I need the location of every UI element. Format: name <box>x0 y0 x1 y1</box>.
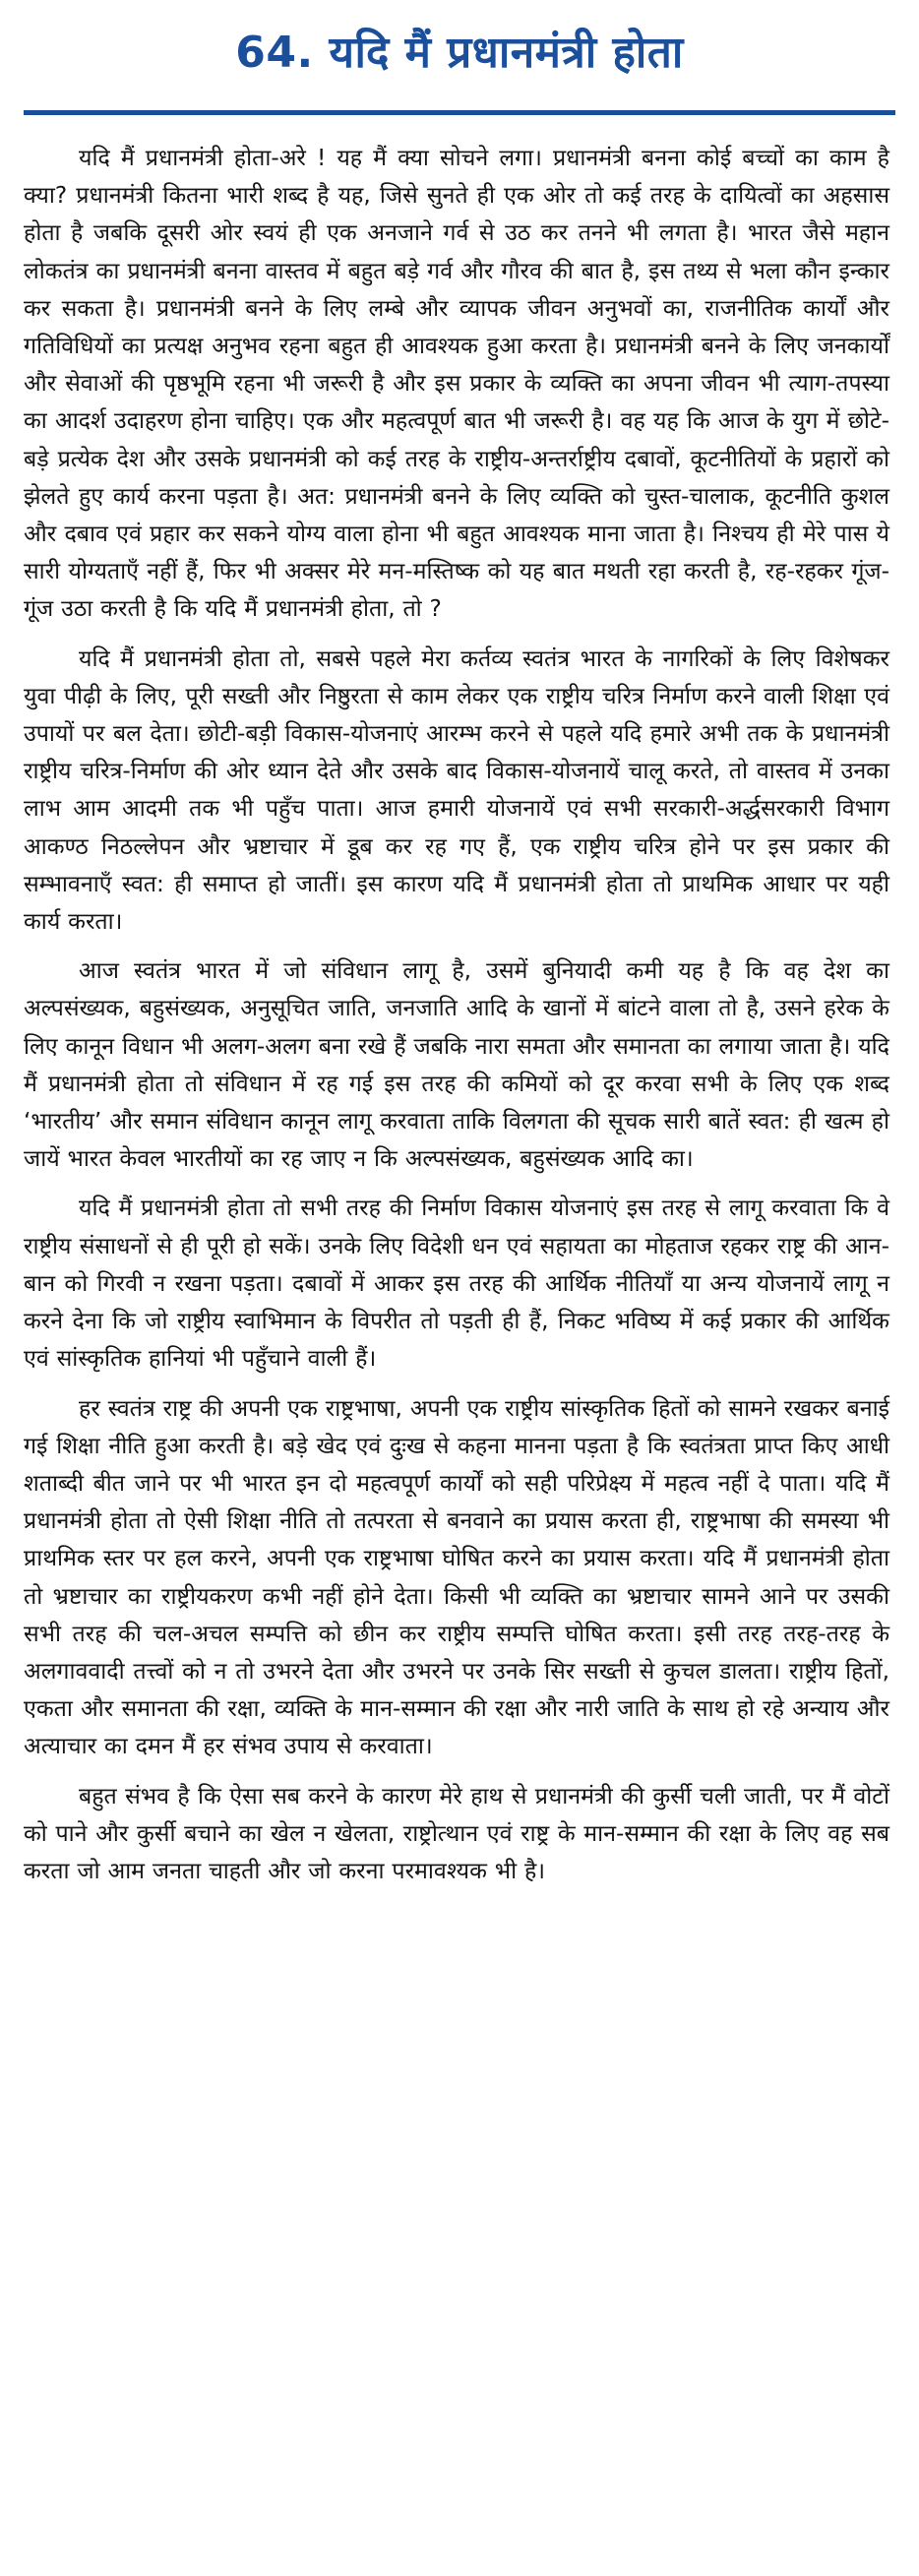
essay-title: 64. यदि मैं प्रधानमंत्री होता <box>235 28 684 78</box>
paragraph-4: यदि मैं प्रधानमंत्री होता तो सभी तरह की निर्माण विकास योजनाएं इस तरह से लागू करवाता कि वे राष्ट्रीय संसाधनों से ही पूरी हो सकें। उनके लिए विदेशी धन एवं सहायता का मोहताज रहकर राष्ट्र की आन-बान को गिरवी न रखना पड़ता। दबावों में आकर इस तरह की आर्थिक नीतियाँ या अन्य योजनायें लागू न करने देना कि जो राष्ट्रीय स्वाभिमान के विपरीत तो पड़ती ही हैं, निकट भविष्य में कई प्रकार की आर्थिक एवं सांस्कृतिक हानियां भी पहुँचाने वाली हैं। <box>24 1195 889 1373</box>
paragraph-1: यदि मैं प्रधानमंत्री होता-अरे ! यह मैं क्या सोचने लगा। प्रधानमंत्री बनना कोई बच्चों का काम है क्या? प्रधानमंत्री कितना भारी शब्द है यह, जिसे सुनते ही एक ओर तो कई तरह के दायित्वों का अहसास होता है जबकि दूसरी ओर स्वयं ही एक अनजाने गर्व से उठ कर तनने भी लगता है। भारत जैसे महान लोकतंत्र का प्रधानमंत्री बनना वास्तव में बहुत बड़े गर्व और गौरव की बात है, इस तथ्य से भला कौन इन्कार कर सकता है। प्रधानमंत्री बनने के लिए लम्बे और व्यापक जीवन अनुभवों का, राजनीतिक कार्यों और गतिविधियों का प्रत्यक्ष अनुभव रहना बहुत ही आवश्यक हुआ करता है। प्रधानमंत्री बनने के लिए जनकार्यों और सेवाओं की पृष्ठभूमि रहना भी जरूरी है और इस प्रकार के व्यक्ति का अपना जीवन भी त्याग-तपस्या का आदर्श उदाहरण होना चाहिए। एक और महत्वपूर्ण बात भी जरूरी है। वह यह कि आज के युग में छोटे-बड़े प्रत्येक देश और उसके प्रधानमंत्री को कई तरह के राष्ट्रीय-अन्तर्राष्ट्रीय दबावों, कूटनीतियों के प्रहारों को झेलते हुए कार्य करना पड़ता है। अत: प्रधानमंत्री बनने के लिए व्यक्ति को चुस्त-चालाक, कूटनीति कुशल और दबाव एवं प्रहार कर सकने योग्य वाला होना भी बहुत आवश्यक माना जाता है। निश्चय ही मेरे पास ये सारी योग्यताएँ नहीं हैं, फिर भी अक्सर मेरे मन-मस्तिष्क को यह बात मथती रहा करती है, रह-रहकर गूंज-गूंज उठा करती है कि यदि मैं प्रधानमंत्री होता, तो ? <box>24 145 889 623</box>
essay-body <box>24 140 889 1902</box>
paragraph-6: बहुत संभव है कि ऐसा सब करने के कारण मेरे हाथ से प्रधानमंत्री की कुर्सी चली जाती, पर मैं वोटों को पाने और कुर्सी बचाने का खेल न खेलता, राष्ट्रोत्थान एवं राष्ट्र के मान-सम्मान की रक्षा के लिए वह सब करता जो आम जनता चाहती और जो करना परमावश्यक भी है। <box>24 1782 889 1884</box>
paragraph-5: हर स्वतंत्र राष्ट्र की अपनी एक राष्ट्रभाषा, अपनी एक राष्ट्रीय सांस्कृतिक हितों को सामने रखकर बनाई गई शिक्षा नीति हुआ करती है। बड़े खेद एवं दुःख से कहना मानना पड़ता है कि स्वतंत्रता प्राप्त किए आधी शताब्दी बीत जाने पर भी भारत इन दो महत्वपूर्ण कार्यों को सही परिप्रेक्ष्य में महत्व नहीं दे पाता। यदि मैं प्रधानमंत्री होता तो ऐसी शिक्षा नीति तो तत्परता से बनवाने का प्रयास करता ही, राष्ट्रभाषा की समस्या भी प्राथमिक स्तर पर हल करने, अपनी एक राष्ट्रभाषा घोषित करने का प्रयास करता। यदि मैं प्रधानमंत्री होता तो भ्रष्टाचार का राष्ट्रीयकरण कभी नहीं होने देता। किसी भी व्यक्ति का भ्रष्टाचार सामने आने पर उसकी सभी तरह की चल-अचल सम्पत्ति को छीन कर राष्ट्रीय सम्पत्ति घोषित करता। इसी तरह तरह-तरह के अलगाववादी तत्त्वों को न तो उभरने देता और उभरने पर उनके सिर सख्ती से कुचल डालता। राष्ट्रीय हितों, एकता और समानता की रक्षा, व्यक्ति के मान-सम्मान की रक्षा और नारी जाति के साथ हो रहे अन्याय और अत्याचार का दमन मैं हर संभव उपाय से करवाता। <box>24 1394 889 1760</box>
paragraph-3: आज स्वतंत्र भारत में जो संविधान लागू है, उसमें बुनियादी कमी यह है कि वह देश का अल्पसंख्यक, बहुसंख्यक, अनुसूचित जाति, जनजाति आदि के खानों में बांटने वाला तो है, उसने हरेक के लिए कानून विधान भी अलग-अलग बना रखे हैं जबकि नारा समता और समानता का लगाया जाता है। यदि मैं प्रधानमंत्री होता तो संविधान में रह गई इस तरह की कमियों को दूर करवा सभी के लिए एक शब्द ‘भारतीय’ और समान संविधान कानून लागू करवाता ताकि विलगता की सूचक सारी बातें स्वत: ही खत्म हो जायें भारत केवल भारतीयों का रह जाए न कि अल्पसंख्यक, बहुसंख्यक आदि का। <box>24 957 889 1173</box>
title-underline <box>24 110 895 115</box>
paragraph-2: यदि मैं प्रधानमंत्री होता तो, सबसे पहले मेरा कर्तव्य स्वतंत्र भारत के नागरिकों के लिए विशेषकर युवा पीढ़ी के लिए, पूरी सख्ती और निष्ठुरता से काम लेकर एक राष्ट्रीय चरित्र निर्माण करने वाली शिक्षा एवं उपायों पर बल देता। छोटी-बड़ी विकास-योजनाएं आरम्भ करने से पहले यदि हमारे अभी तक के प्रधानमंत्री राष्ट्रीय चरित्र-निर्माण की ओर ध्यान देते और उसके बाद विकास-योजनायें चालू करते, तो वास्तव में उनका लाभ आम आदमी तक भी पहुँच पाता। आज हमारी योजनायें एवं सभी सरकारी-अर्द्धसरकारी विभाग आकण्ठ निठल्लेपन और भ्रष्टाचार में डूब कर रह गए हैं, एक राष्ट्रीय चरित्र होने पर इस प्रकार की सम्भावनाएँ स्वत: ही समाप्त हो जातीं। इस कारण यदि मैं प्रधानमंत्री होता तो प्राथमिक आधार पर यही कार्य करता। <box>24 644 889 936</box>
